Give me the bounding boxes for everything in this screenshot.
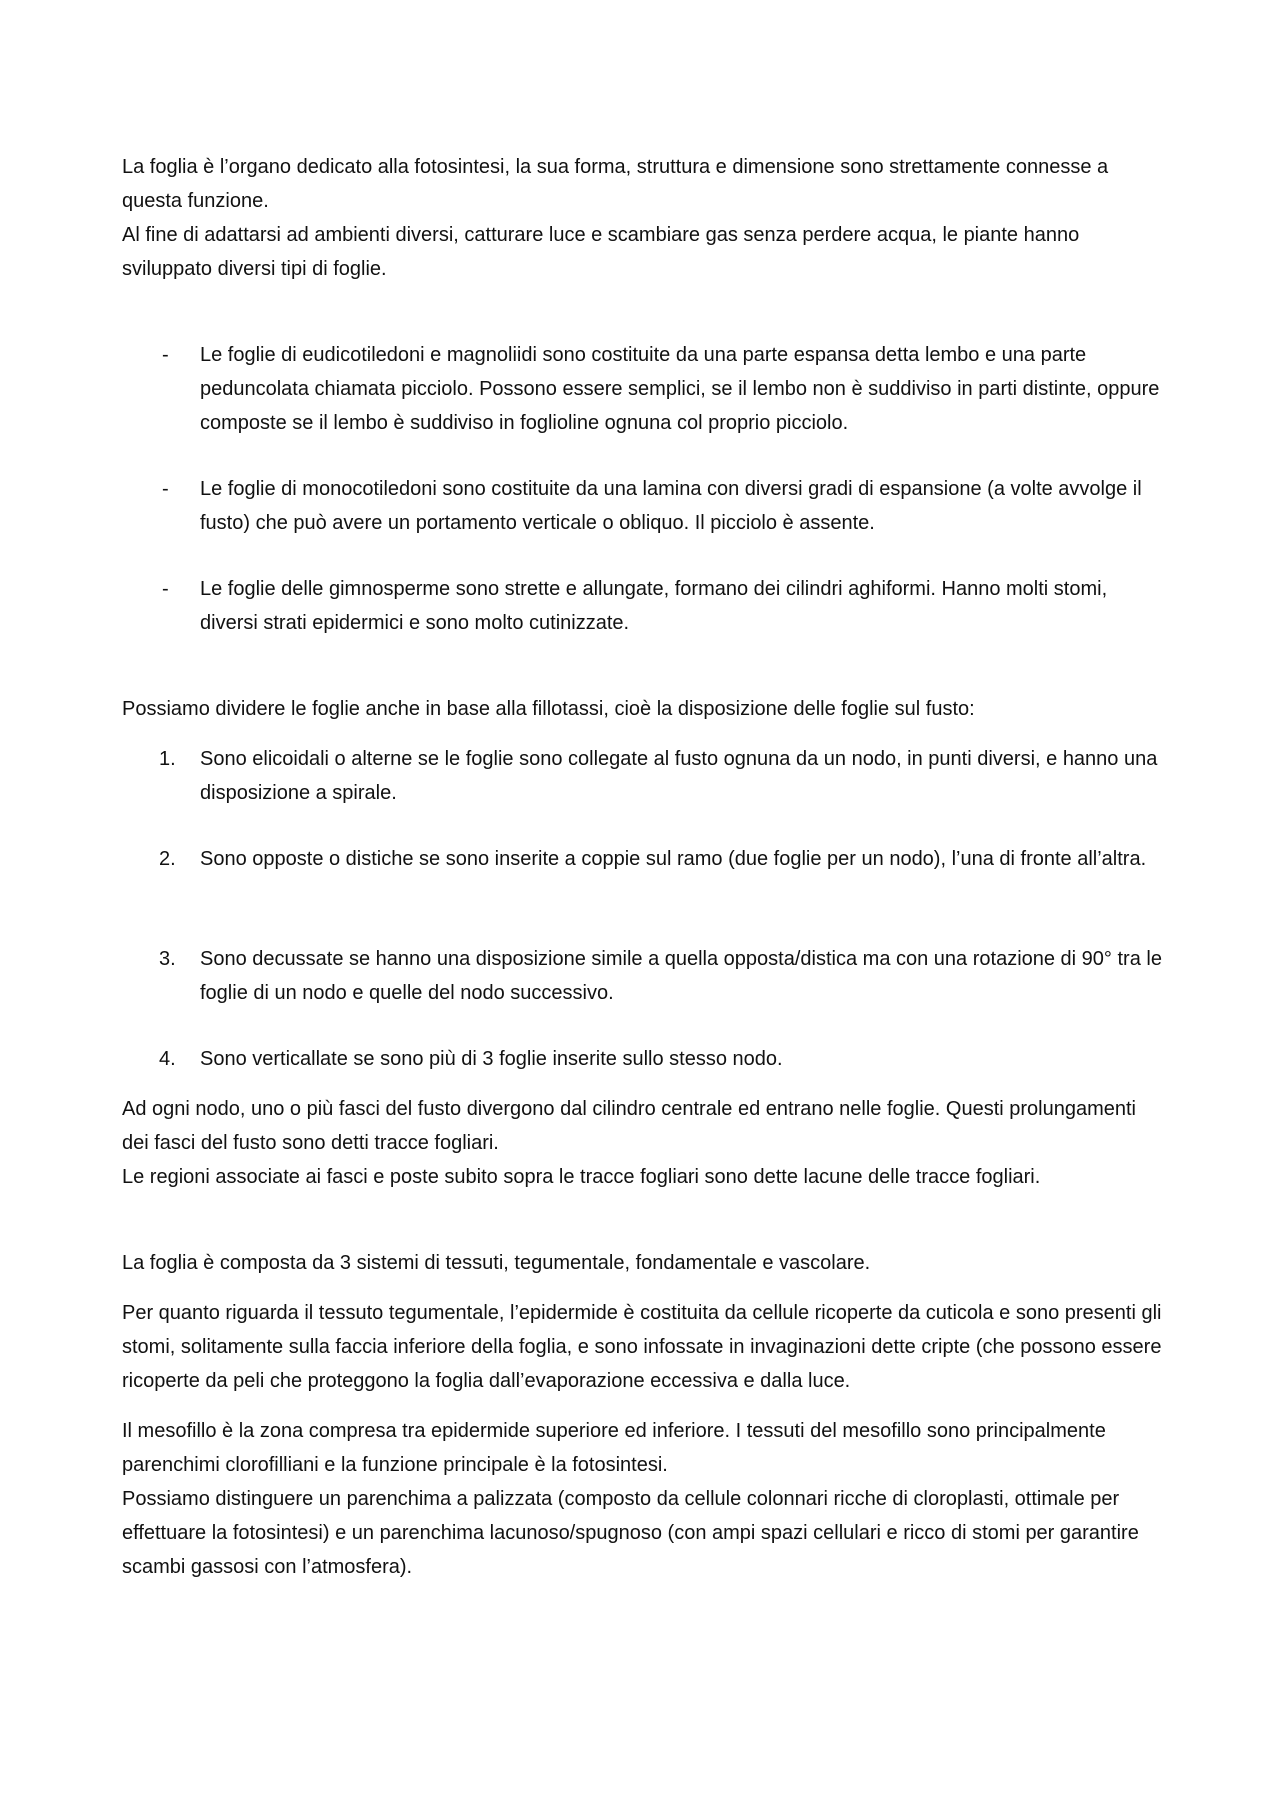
phyllotaxis-item bbox=[122, 742, 1168, 810]
leaf-type-item bbox=[122, 472, 1168, 540]
list-number: 2. bbox=[159, 848, 176, 870]
dash-marker: - bbox=[162, 478, 169, 500]
phyllotaxis-text: Sono decussate se hanno una disposizione simile a quella opposta/distica ma con una rotazione di 90° tra le foglie di un nodo e quelle del nodo successivo. bbox=[200, 948, 1162, 1004]
phyllotaxis-text: Sono verticallate se sono più di 3 foglie inserite sullo stesso nodo. bbox=[200, 1048, 783, 1070]
tissues-paragraph-3: Il mesofillo è la zona compresa tra epidermide superiore ed inferiore. I tessuti del mesofillo sono principalmente parenchimi clorofilliani e la funzione principale è la fotosintesi. bbox=[122, 1420, 1106, 1476]
tissues-paragraph-4: Possiamo distinguere un parenchima a palizzata (composto da cellule colonnari ricche di cloroplasti, ottimale per effettuare la fotosintesi) e un parenchima lacunoso/spugnoso (con ampi spazi cellulari e ricco di stomi per garantire scambi gassosi con l’atmosfera). bbox=[122, 1488, 1139, 1578]
leaf-type-text: Le foglie delle gimnosperme sono strette e allungate, formano dei cilindri aghiformi. Hanno molti stomi, diversi strati epidermici e sono molto cutinizzate. bbox=[200, 578, 1108, 634]
traces-paragraph-1: Ad ogni nodo, uno o più fasci del fusto divergono dal cilindro centrale ed entrano nelle foglie. Questi prolungamenti dei fasci del fusto sono detti tracce fogliari. bbox=[122, 1098, 1136, 1154]
phyllotaxis-text: Sono opposte o distiche se sono inserite a coppie sul ramo (due foglie per un nodo), l’una di fronte all’altra. bbox=[200, 848, 1147, 870]
phyllotaxis-intro: Possiamo dividere le foglie anche in base alla fillotassi, cioè la disposizione delle foglie sul fusto: bbox=[122, 698, 975, 720]
leaf-type-item bbox=[122, 572, 1168, 640]
list-number: 3. bbox=[159, 948, 176, 970]
intro-paragraph-1: La foglia è l’organo dedicato alla fotosintesi, la sua forma, struttura e dimensione sono strettamente connesse a questa funzione. bbox=[122, 156, 1109, 212]
document-page bbox=[122, 150, 1168, 1584]
phyllotaxis-item bbox=[122, 842, 1168, 876]
traces-paragraph-2: Le regioni associate ai fasci e poste subito sopra le tracce fogliari sono dette lacune delle tracce fogliari. bbox=[122, 1166, 1041, 1188]
leaf-type-text: Le foglie di eudicotiledoni e magnoliidi sono costituite da una parte espansa detta lembo e una parte peduncolata chiamata picciolo. Possono essere semplici, se il lembo non è suddiviso in parti distinte, oppure composte se il lembo è suddiviso in foglioline ognuna col proprio picciolo. bbox=[200, 344, 1160, 434]
list-number: 1. bbox=[159, 748, 176, 770]
tissues-paragraph-2: Per quanto riguarda il tessuto tegumentale, l’epidermide è costituita da cellule ricoperte da cuticola e sono presenti gli stomi, solitamente sulla faccia inferiore della foglia, e sono infossate in invaginazioni dette cripte (che possono essere ricoperte da peli che proteggono la foglia dall’evaporazione eccessiva e dalla luce. bbox=[122, 1302, 1162, 1392]
leaf-type-item bbox=[122, 338, 1168, 440]
intro-paragraph-2: Al fine di adattarsi ad ambienti diversi, catturare luce e scambiare gas senza perdere acqua, le piante hanno sviluppato diversi tipi di foglie. bbox=[122, 224, 1080, 280]
dash-marker: - bbox=[162, 578, 169, 600]
dash-marker: - bbox=[162, 344, 169, 366]
phyllotaxis-item bbox=[122, 942, 1168, 1010]
phyllotaxis-text: Sono elicoidali o alterne se le foglie sono collegate al fusto ognuna da un nodo, in punti diversi, e hanno una disposizione a spirale. bbox=[200, 748, 1158, 804]
phyllotaxis-item bbox=[122, 1042, 1168, 1076]
list-number: 4. bbox=[159, 1048, 176, 1070]
tissues-paragraph-1: La foglia è composta da 3 sistemi di tessuti, tegumentale, fondamentale e vascolare. bbox=[122, 1252, 871, 1274]
leaf-type-text: Le foglie di monocotiledoni sono costituite da una lamina con diversi gradi di espansione (a volte avvolge il fusto) che può avere un portamento verticale o obliquo. Il picciolo è assente. bbox=[200, 478, 1142, 534]
